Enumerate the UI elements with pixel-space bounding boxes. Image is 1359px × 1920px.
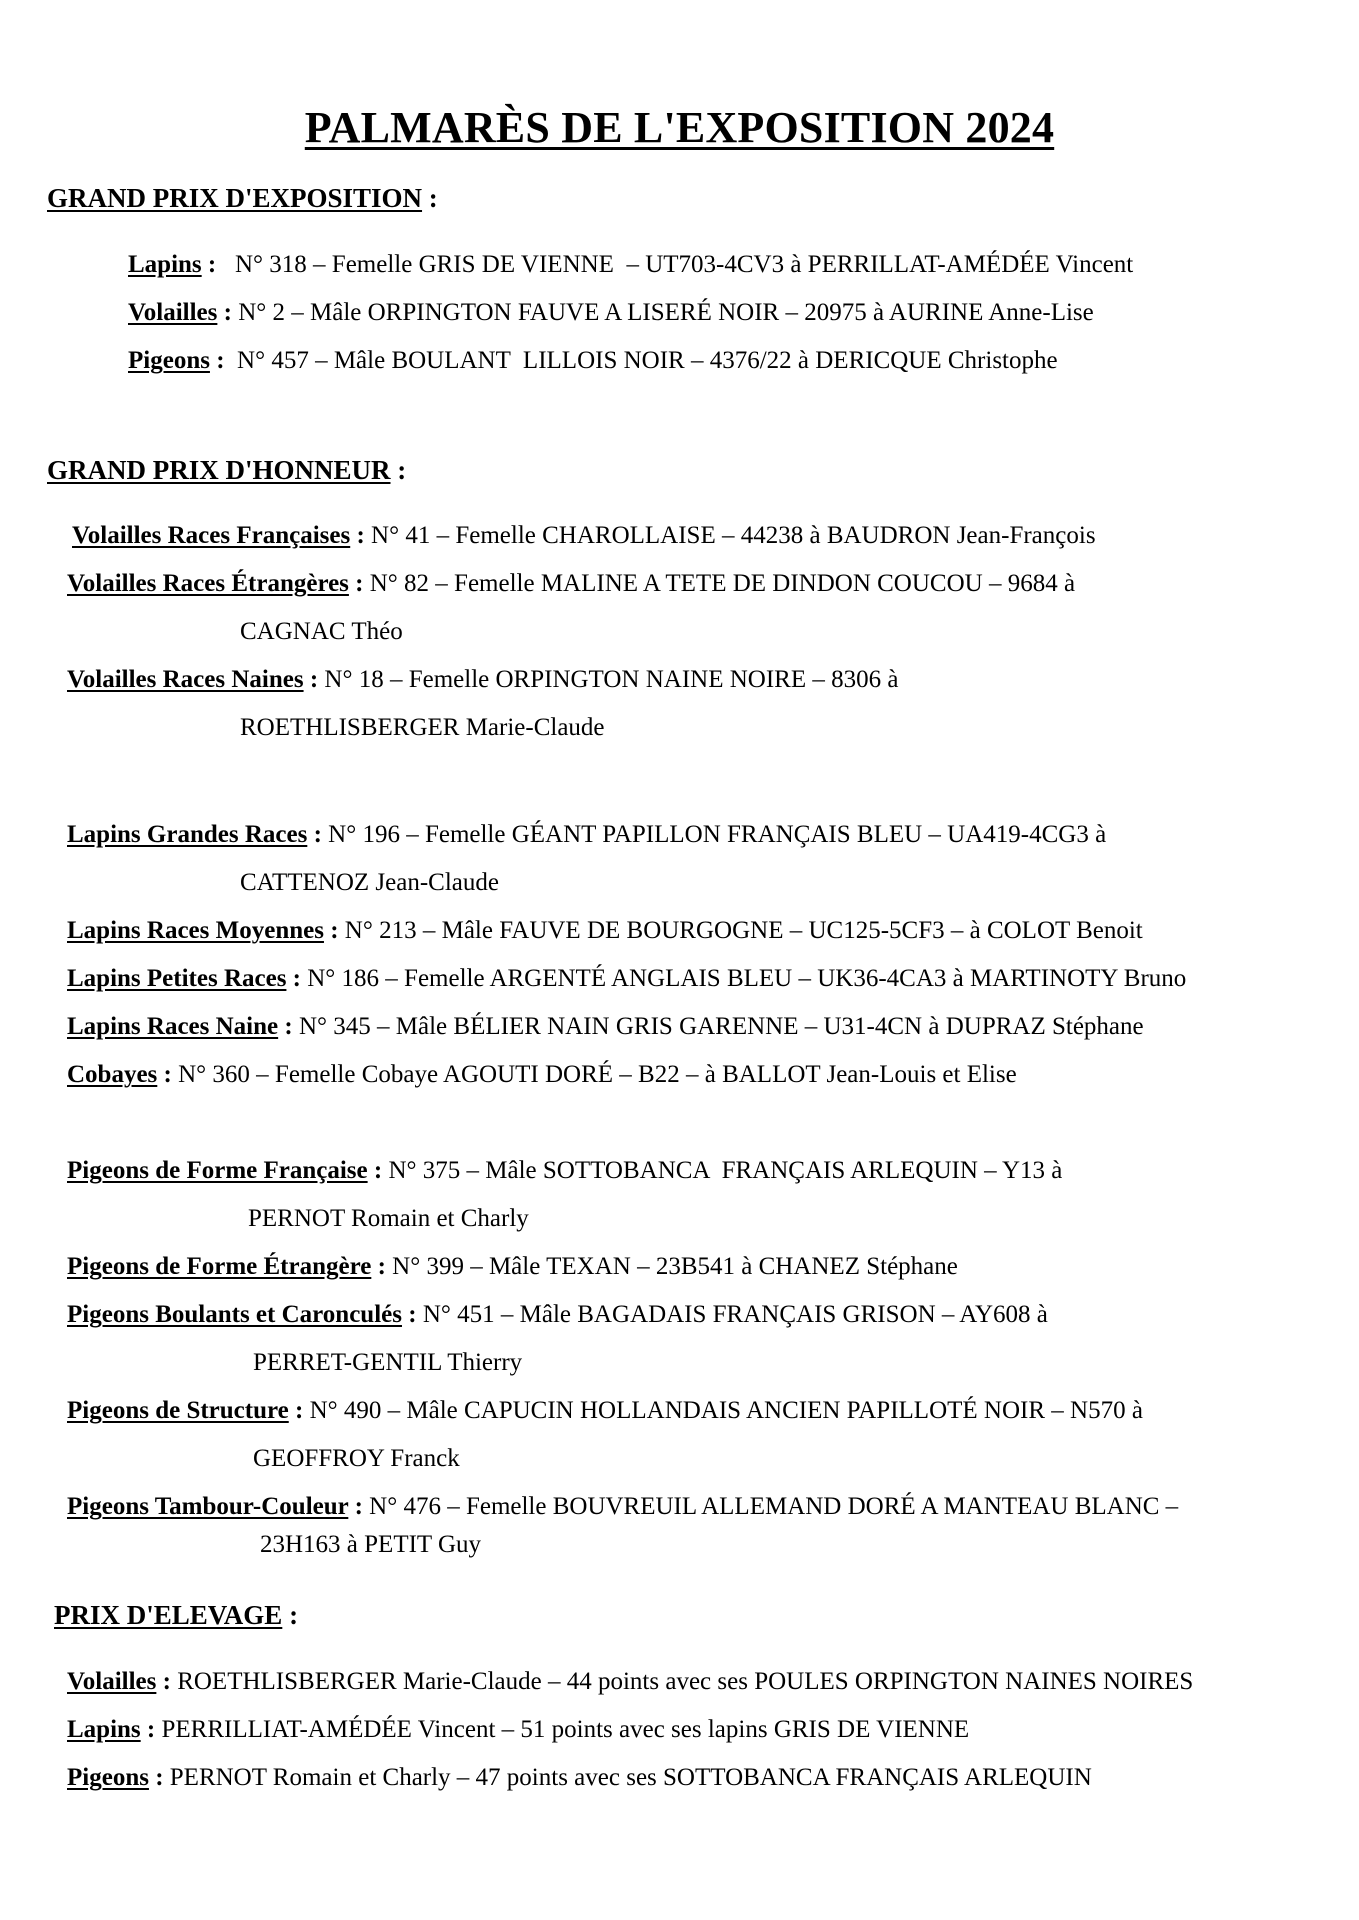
entry-label: Lapins Grandes Races (67, 821, 308, 848)
entry-label: Volailles (67, 1668, 157, 1695)
entry-text: N° 213 – Mâle FAUVE DE BOURGOGNE – UC125-5CF3 – à COLOT Benoit (338, 917, 1143, 944)
entry-line (67, 1252, 958, 1282)
entry-text: N° 41 – Femelle CHAROLLAISE – 44238 à BAUDRON Jean-François (364, 522, 1096, 549)
entry-text: N° 457 – Mâle BOULANT LILLOIS NOIR – 4376/22 à DERICQUE Christophe (224, 347, 1058, 374)
entry-separator: : (156, 1668, 171, 1695)
entry-separator: : (323, 917, 339, 944)
entry-continuation: 23H163 à PETIT Guy (260, 1531, 482, 1558)
section-heading-text: PRIX D'ELEVAGE (54, 1600, 283, 1630)
entry-continuation: PERNOT Romain et Charly (248, 1205, 529, 1232)
entry-label: Volailles Races Naines (67, 666, 304, 693)
entry-separator: : (288, 1397, 304, 1424)
page-title: PALMARÈS DE L'EXPOSITION 2024 (304, 103, 1055, 152)
entry-continuation: CATTENOZ Jean-Claude (240, 869, 499, 896)
entry-line (67, 916, 1143, 946)
entry-line (67, 1667, 1193, 1697)
entry-label: Pigeons Boulants et Caronculés (67, 1301, 402, 1328)
section-heading-text: GRAND PRIX D'EXPOSITION (47, 183, 423, 213)
entry-line (67, 569, 1075, 599)
entry-line (67, 1156, 1062, 1186)
entry-label: Pigeons de Structure (67, 1397, 289, 1424)
entry-separator: : (401, 1301, 417, 1328)
entry-label: Lapins (67, 1716, 141, 1743)
entry-text: N° 18 – Femelle ORPINGTON NAINE NOIRE – 8306 à (318, 666, 899, 693)
entry-text: N° 451 – Mâle BAGADAIS FRANÇAIS GRISON – AY608 à (416, 1301, 1048, 1328)
entry-separator: : (303, 666, 319, 693)
entry-separator: : (348, 570, 364, 597)
entry-label: Cobayes (67, 1061, 158, 1088)
entry-separator: : (209, 347, 225, 374)
entry-text: N° 360 – Femelle Cobaye AGOUTI DORÉ – B22 – à BALLOT Jean-Louis et Elise (171, 1061, 1017, 1088)
entry-label: Pigeons de Forme Étrangère (67, 1253, 372, 1280)
entry-label: Volailles Races Étrangères (67, 570, 349, 597)
entry-separator: : (148, 1764, 164, 1791)
entry-separator: : (350, 522, 365, 549)
entry-text: N° 375 – Mâle SOTTOBANCA FRANÇAIS ARLEQUIN – Y13 à (382, 1157, 1063, 1184)
entry-line (67, 1763, 1092, 1793)
entry-separator: : (307, 821, 322, 848)
entry-continuation: GEOFFROY Franck (253, 1445, 460, 1472)
entry-continuation: ROETHLISBERGER Marie-Claude (240, 714, 605, 741)
entry-text: N° 476 – Femelle BOUVREUIL ALLEMAND DORÉ A MANTEAU BLANC – (362, 1493, 1179, 1520)
section-heading-prix-elevage (54, 1600, 298, 1631)
entry-line (67, 1060, 1017, 1090)
entry-separator: : (217, 299, 232, 326)
entry-text: PERNOT Romain et Charly – 47 points avec ses SOTTOBANCA FRANÇAIS ARLEQUIN (163, 1764, 1092, 1791)
entry-separator: : (140, 1716, 156, 1743)
entry-line (128, 298, 1094, 328)
entry-text: N° 82 – Femelle MALINE A TETE DE DINDON COUCOU – 9684 à (363, 570, 1076, 597)
entry-label: Pigeons (67, 1764, 149, 1791)
section-heading-colon: : (282, 1600, 299, 1630)
entry-separator: : (278, 1013, 293, 1040)
entry-label: Lapins Petites Races (67, 965, 287, 992)
entry-label: Lapins Races Naine (67, 1013, 279, 1040)
entry-text: N° 186 – Femelle ARGENTÉ ANGLAIS BLEU – UK36-4CA3 à MARTINOTY Bruno (301, 965, 1187, 992)
entry-line (72, 521, 1096, 551)
entry-text: N° 196 – Femelle GÉANT PAPILLON FRANÇAIS BLEU – UA419-4CG3 à (321, 821, 1107, 848)
section-heading-colon: : (390, 455, 407, 485)
entry-line (67, 1715, 969, 1745)
entry-line (128, 346, 1058, 376)
entry-separator: : (367, 1157, 383, 1184)
entry-line (67, 820, 1106, 850)
entry-line (67, 1300, 1048, 1330)
entry-label: Volailles (128, 299, 218, 326)
entry-separator: : (201, 251, 217, 278)
entry-line (67, 964, 1186, 994)
entry-text: N° 490 – Mâle CAPUCIN HOLLANDAIS ANCIEN PAPILLOTÉ NOIR – N570 à (303, 1397, 1143, 1424)
entry-text: N° 345 – Mâle BÉLIER NAIN GRIS GARENNE – U31-4CN à DUPRAZ Stéphane (292, 1013, 1144, 1040)
section-heading-text: GRAND PRIX D'HONNEUR (47, 455, 391, 485)
entry-text: PERRILLIAT-AMÉDÉE Vincent – 51 points avec ses lapins GRIS DE VIENNE (155, 1716, 970, 1743)
entry-text: N° 2 – Mâle ORPINGTON FAUVE A LISERÉ NOIR – 20975 à AURINE Anne-Lise (231, 299, 1094, 326)
entry-line (67, 1396, 1143, 1426)
entry-separator: : (157, 1061, 172, 1088)
entry-text: N° 318 – Femelle GRIS DE VIENNE – UT703-4CV3 à PERRILLAT-AMÉDÉE Vincent (216, 251, 1134, 278)
entry-label: Lapins (128, 251, 202, 278)
entry-text: N° 399 – Mâle TEXAN – 23B541 à CHANEZ Stéphane (385, 1253, 958, 1280)
entry-line (67, 665, 898, 695)
section-heading-grand-prix-honneur (47, 455, 406, 486)
entry-label: Volailles Races Françaises (72, 522, 351, 549)
section-heading-grand-prix-exposition (47, 183, 438, 214)
entry-line (67, 1012, 1144, 1042)
section-heading-colon: : (422, 183, 438, 213)
entry-line (128, 250, 1133, 280)
entry-label: Pigeons Tambour-Couleur (67, 1493, 349, 1520)
entry-continuation: CAGNAC Théo (240, 618, 403, 645)
entry-line (67, 1492, 1178, 1522)
entry-label: Pigeons (128, 347, 210, 374)
entry-text: ROETHLISBERGER Marie-Claude – 44 points avec ses POULES ORPINGTON NAINES NOIRES (170, 1668, 1194, 1695)
entry-label: Lapins Races Moyennes (67, 917, 324, 944)
entry-separator: : (348, 1493, 363, 1520)
entry-continuation: PERRET-GENTIL Thierry (253, 1349, 523, 1376)
entry-separator: : (371, 1253, 386, 1280)
entry-separator: : (286, 965, 301, 992)
entry-label: Pigeons de Forme Française (67, 1157, 368, 1184)
